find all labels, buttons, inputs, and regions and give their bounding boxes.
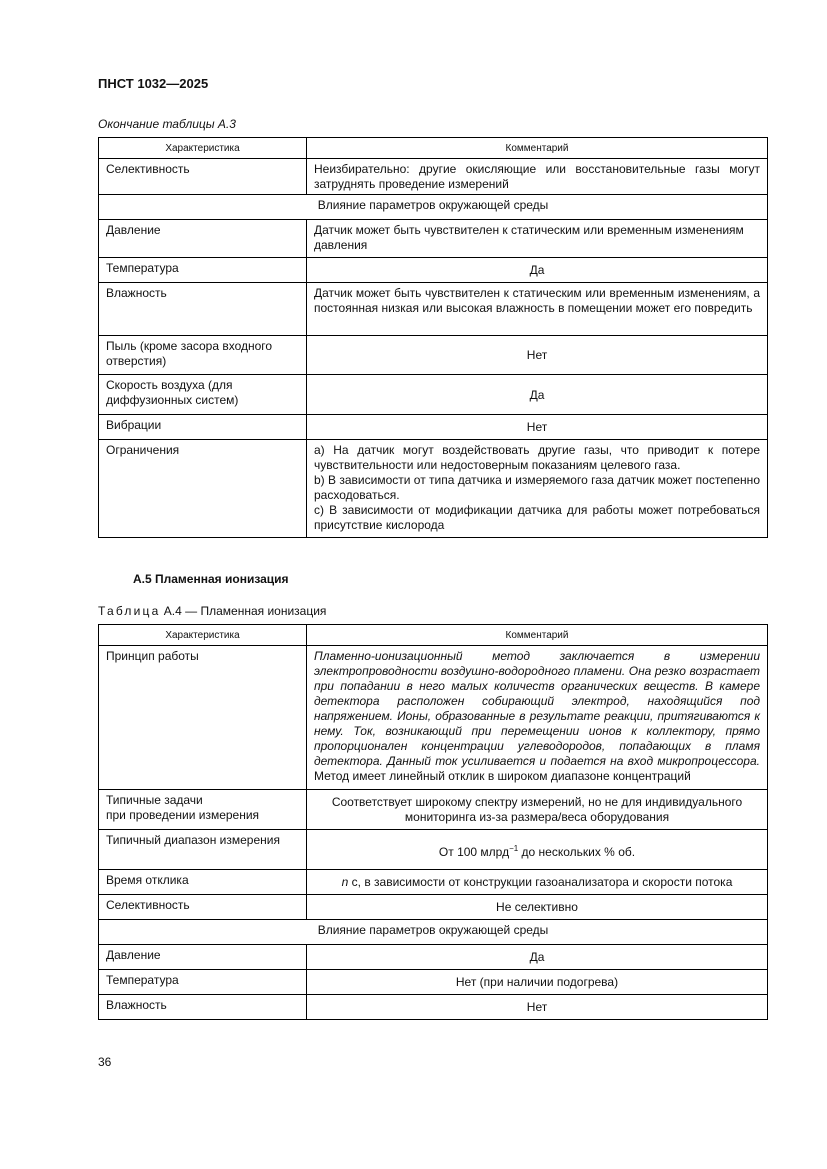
column-header-characteristic: Характеристика	[99, 625, 307, 646]
row-value: Нет	[307, 336, 768, 375]
table-row	[99, 159, 768, 195]
table-row	[99, 646, 768, 790]
table-row	[99, 830, 768, 870]
range-value-sup: −1	[509, 843, 519, 853]
table-caption-prefix: Таблица	[98, 604, 161, 618]
section-span-row: Влияние параметров окружающей среды	[99, 195, 768, 220]
table-a4	[98, 624, 768, 1020]
row-value: Нет (при наличии подогрева)	[307, 970, 768, 995]
row-label: Температура	[99, 258, 307, 283]
table-row	[99, 195, 768, 220]
column-header-characteristic: Характеристика	[99, 138, 307, 159]
row-label: Принцип работы	[99, 646, 307, 790]
row-value	[307, 830, 768, 870]
row-label: Влажность	[99, 283, 307, 336]
row-value: Соответствует широкому спектру измерений, но не для индивидуального мониторинга из-за размера/веса оборудования	[307, 790, 768, 830]
row-label: Скорость воздуха (для диффузионных систем)	[99, 375, 307, 415]
row-label: Пыль (кроме засора входного отверстия)	[99, 336, 307, 375]
table-row	[99, 995, 768, 1020]
row-label: Типичный диапазон измерения	[99, 830, 307, 870]
table-row	[99, 336, 768, 375]
row-label: Время отклика	[99, 870, 307, 895]
table-row	[99, 945, 768, 970]
row-label: Вибрации	[99, 415, 307, 440]
row-value	[307, 870, 768, 895]
row-label	[99, 790, 307, 830]
row-value	[307, 646, 768, 790]
row-value: Да	[307, 945, 768, 970]
table-row	[99, 415, 768, 440]
table-row	[99, 870, 768, 895]
table-row	[99, 920, 768, 945]
row-value: Нет	[307, 415, 768, 440]
row-value: Да	[307, 258, 768, 283]
row-label: Температура	[99, 970, 307, 995]
table-caption-text: А.4 — Пламенная ионизация	[163, 604, 327, 618]
range-value-pre: От 100 млрд	[438, 844, 510, 859]
row-value: Нет	[307, 995, 768, 1020]
row-value: Датчик может быть чувствителен к статическим или временным изменениям давления	[307, 220, 768, 258]
row-label: Влажность	[99, 995, 307, 1020]
response-value: с, в зависимости от конструкции газоанализатора и скорости потока	[348, 875, 733, 889]
row-label-line-1: Типичные задачи	[106, 793, 203, 807]
table-a3-end	[98, 137, 768, 538]
table-row	[99, 790, 768, 830]
column-header-comment: Комментарий	[307, 625, 768, 646]
table-header-row	[99, 138, 768, 159]
table-row	[99, 895, 768, 920]
table-row	[99, 258, 768, 283]
column-header-comment: Комментарий	[307, 138, 768, 159]
principle-italic-text: Пламенно-ионизационный метод заключается в измерении электропроводности воздушно-водородного пламени. Она резко возрастает при попадании в него малых количеств органических веществ. В камере детектора расположен собирающий электрод, находящийся под напряжением. Ионы, образованные в результате реакции, притягиваются к нему. Ток, возникающий при перемещении ионов к коллектору, прямо пропорционален концентрации углеводородов, попадающих в пламя детектора. Данный ток усиливается и подается на вход микропроцессора.	[314, 649, 760, 768]
row-label: Давление	[99, 220, 307, 258]
row-label-line-2: при проведении измерения	[106, 808, 260, 822]
document-code: ПНСТ 1032—2025	[98, 76, 209, 91]
limitation-item-c: c) В зависимости от модификации датчика для работы может потребоваться присутствие кислорода	[314, 503, 760, 532]
table-row	[99, 970, 768, 995]
row-label: Селективность	[99, 159, 307, 195]
limitation-item-b: b) В зависимости от типа датчика и измеряемого газа датчик может постепенно расходоваться.	[314, 473, 760, 502]
table-caption	[98, 604, 326, 618]
response-n: n	[341, 875, 349, 889]
table-row	[99, 440, 768, 538]
range-value-post: до нескольких % об.	[518, 844, 636, 859]
table-header-row	[99, 625, 768, 646]
row-label: Давление	[99, 945, 307, 970]
section-heading: А.5 Пламенная ионизация	[133, 572, 289, 586]
row-value-list	[307, 440, 768, 538]
row-value: Не селективно	[307, 895, 768, 920]
principle-normal-text: Метод имеет линейный отклик в широком диапазоне концентраций	[314, 769, 691, 783]
table-continuation-caption: Окончание таблицы А.3	[98, 117, 236, 131]
limitation-item-a: a) На датчик могут воздействовать другие газы, что приводит к потере чувствительности или недостоверным показаниям целевого газа.	[314, 443, 760, 472]
table-row	[99, 283, 768, 336]
row-value: Неизбирательно: другие окисляющие или восстановительные газы могут затруднять проведение измерений	[307, 159, 768, 195]
row-value: Датчик может быть чувствителен к статическим или временным изменениям, а постоянная низкая или высокая влажность в помещении может его повредить	[307, 283, 768, 336]
table-row	[99, 220, 768, 258]
section-span-row: Влияние параметров окружающей среды	[99, 920, 768, 945]
row-label: Ограничения	[99, 440, 307, 538]
table-row	[99, 375, 768, 415]
row-label: Селективность	[99, 895, 307, 920]
page-number: 36	[98, 1055, 112, 1069]
row-value: Да	[307, 375, 768, 415]
